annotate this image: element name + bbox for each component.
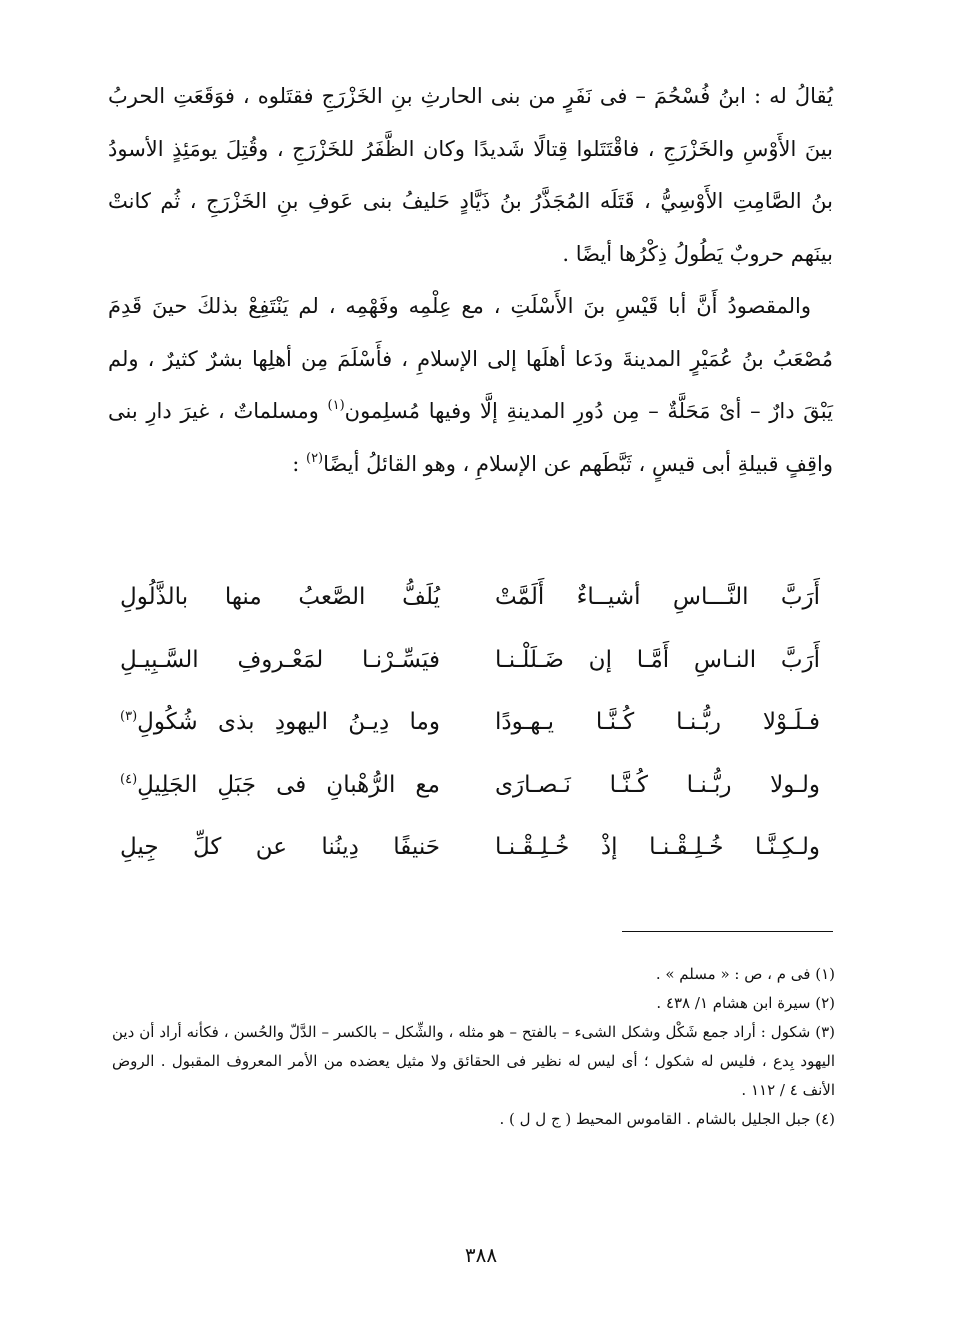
verse-second-half-text: يُلَفُّ الصَّعبُ منها بالذَّلُولِ — [120, 584, 440, 610]
footnote-2: (٢) سيرة ابن هشام ١/ ٤٣٨ . — [656, 994, 835, 1012]
verse-first-half: ولـولا ربُّـنـا كُـنَّـا نَـصـارَى — [495, 771, 820, 798]
footnote-4: (٤) جبل الجليل بالشام . القاموس المحيط ( ج ل ل ) . — [499, 1110, 835, 1128]
page-number: ٣٨٨ — [464, 1243, 498, 1267]
poem-verse — [120, 816, 820, 879]
paragraph-1: يُقالُ له : ابنُ فُسْحُمَ – فى نَفَرٍ من بنى الحارثِ بنِ الخَزْرَجِ فقتَلوه ، فوَقَعَتِ الحربُ بينَ الأَوْسِ والخَزْرَجِ ، فاقْتَتَلوا قِتالًا شَديدًا وكان الظَّفَرُ للخَزْرَجِ ، وقُتِلَ يومَئِذٍ الأسودُ بنُ الصَّامِتِ الأَوْسِيُّ ، قَتَلَه المُجَذَّرُ بنُ ذَيَّادٍ حَليفُ بنى عَوفِ بنِ الخَزْرَجِ ، ثُم كانتْ بينَهم حروبٌ يَطُولُ ذِكْرُها أيضًا . — [108, 84, 833, 266]
poem-verse — [120, 566, 820, 629]
footnotes — [112, 960, 835, 1134]
verse-first-half: ولـكِـنَّـا خُـلِـقْـنـا إذْ خُـلِـقْـنـا — [495, 834, 820, 860]
verse-second-half-text: مع الرُّهْبانِ فى جَبَلِ الجَلِيلِ — [137, 771, 440, 798]
verse-second-half — [120, 629, 440, 692]
paragraph-2-part-a: والمقصودُ أَنَّ أبا قَيْسِ بنَ الأَسْلَتِ ، مع عِلْمِه وفَهْمِه ، لم يَنْتَفِعْ بذلكَ حينَ قَدِمَ مُصْعَبُ بنُ عُمَيْرٍ المدينةَ ودَعا أهلَها إلى الإسلامِ ، فأَسْلَمَ مِن أهلِها بشرٌ كثيرٌ ، ولم يَبْقَ دارٌ – أىْ مَحَلَّةٌ – مِن دُورِ المدينةِ إلَّا وفيها مُسلِمون — [108, 294, 833, 423]
verse-second-half-text: حَنيفًا دِينُنا عن كلِّ جِيلِ — [120, 834, 440, 860]
verse-second-half-text: وما دِيـنُ اليهودِ بذى شُكُولِ — [137, 709, 440, 735]
verse-second-half — [120, 691, 440, 754]
verse-first-half: أَرَبَّ النـاسِ أَمَّـا إن ضَـلَلْـنـا — [495, 646, 820, 673]
verse-second-half — [120, 754, 440, 817]
verse-first-half: فـلَـوْلا ربُّـنـا كُـنَّـا يـهـودًا — [495, 709, 820, 735]
footnote-ref-2[interactable]: (٢) — [305, 450, 324, 466]
paragraph-2 — [108, 280, 833, 490]
poem-verse — [120, 629, 820, 692]
footnote-3: (٣) شكول : أراد جمع شَكْل وشكل الشىء – بالفتح – هو مثله ، والشِّكل – بالكسر – الدَّلّ والحُسن ، فكأنه أراد أن دين اليهود بِدع ، فليس له شكول ؛ أى ليس له نظير فى الحقائق ولا مثيل يعضده من الأمر المعروف المقبول . الروض الأنف ٤ / ١١٢ . — [112, 1023, 835, 1099]
footnote-separator — [622, 931, 833, 932]
main-text — [108, 70, 833, 490]
footnote-1: (١) فى م ، ص : « مسلم » . — [655, 965, 835, 983]
poem-verse — [120, 691, 820, 754]
poem-verse — [120, 754, 820, 817]
paragraph-2-part-c: : — [292, 451, 306, 476]
poem — [120, 566, 820, 879]
footnote-ref-3[interactable]: (٣) — [120, 709, 138, 724]
paragraph-2-part-b: ومسلماتٌ ، غيرَ دارِ بنى واقِفٍ قبيلةِ أبى قيسٍ ، ثَبَّطَهم عن الإسلامِ ، وهو القائلُ أيضًا — [108, 399, 833, 476]
verse-second-half — [120, 816, 440, 879]
verse-second-half-text: فيَسِّـرْنـا لمَعْـروفِ السَّـبِيـلِ — [120, 646, 440, 673]
footnote-ref-1[interactable]: (١) — [327, 398, 345, 413]
verse-second-half — [120, 566, 440, 629]
verse-first-half: أَرَبَّ النَّـــاسِ أشيــاءٌ أَلَمَّتْ — [495, 584, 820, 610]
footnote-ref-4[interactable]: (٤) — [120, 771, 138, 787]
